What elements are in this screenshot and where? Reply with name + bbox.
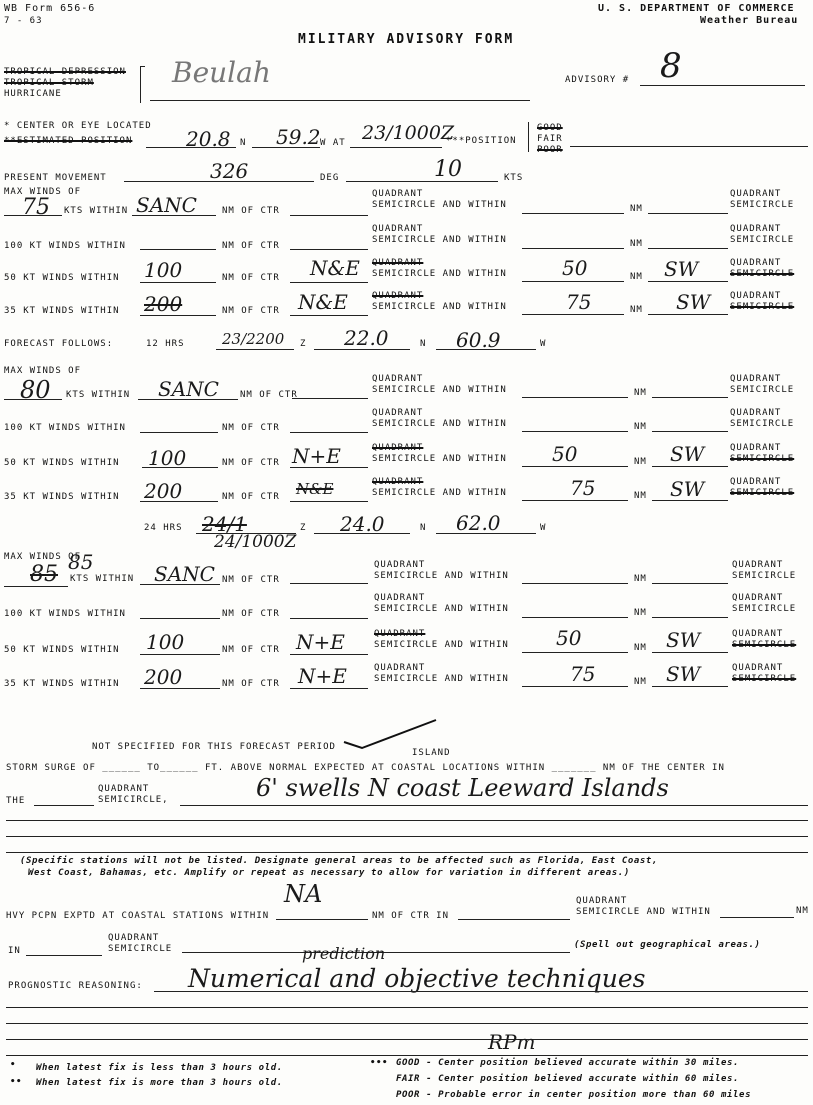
fc24-kt35-quad2-line: [652, 686, 728, 687]
w-at-label: W AT: [320, 138, 346, 148]
tropical-storm-option: TROPICAL STORM: [4, 78, 94, 88]
semicircle-label: SEMICIRCLE: [730, 488, 795, 498]
quadrant-label: QUADRANT: [730, 477, 782, 487]
quadrant-label: QUADRANT: [730, 291, 782, 301]
quadrant-label: [374, 629, 425, 640]
nm-of-ctr-label: NM OF CTR: [222, 609, 280, 619]
nm-label: NM: [630, 239, 643, 249]
position-time: 23/1000Z: [362, 122, 455, 144]
fc24-lon-line: [436, 533, 536, 534]
nm-label: NM: [634, 422, 647, 432]
kt50-label: 50 KT WINDS WITHIN: [4, 273, 120, 283]
the-label: THE: [6, 796, 26, 806]
fair-option: FAIR: [537, 134, 563, 144]
semicircle-label: SEMICIRCLE: [732, 604, 797, 614]
reasoning-line-4: [6, 1039, 808, 1040]
quadrant-label: QUADRANT: [730, 258, 782, 268]
quadrant-label: QUADRANT: [374, 560, 426, 570]
fc24-time-struck: 24/1: [202, 512, 247, 536]
accuracy-bracket: [528, 122, 533, 152]
quadrant-label: QUADRANT: [374, 663, 426, 673]
semicircle-within-label: SEMICIRCLE AND WITHIN: [372, 419, 507, 429]
footnote-poor: POOR - Probable error in center position more than 60 miles: [396, 1090, 752, 1100]
pcpn-within-line: [720, 917, 794, 918]
surge-remarks: 6' swells N coast Leeward Islands: [256, 774, 669, 802]
reasoning-line-2: [6, 1007, 808, 1008]
quad2-line: [648, 213, 728, 214]
nm-label: NM: [796, 906, 809, 916]
fc12-kt50-quad-line: [290, 467, 368, 468]
footnote-fair: FAIR - Center position believed accurate within 60 miles.: [396, 1074, 740, 1084]
current-max-nm: SANC: [136, 193, 197, 217]
semicircle-label: SEMICIRCLE,: [98, 795, 169, 805]
nm-label: NM: [634, 457, 647, 467]
storm-name: Beulah: [172, 56, 271, 89]
kt50-quad-line: [290, 282, 368, 283]
semicircle-within-label: SEMICIRCLE AND WITHIN: [372, 488, 507, 498]
quadrant-label: QUADRANT: [372, 224, 424, 234]
quadrant-label: QUADRANT: [108, 933, 160, 943]
fc12-kt50-nm-line: [142, 467, 218, 468]
fc24-kt100-nm-line: [140, 618, 220, 619]
current-kt50-nm2: 50: [562, 256, 588, 280]
semicircle-label: SEMICIRCLE: [730, 419, 795, 429]
island-label: ISLAND: [412, 748, 451, 758]
z-label: Z: [300, 339, 307, 349]
fc24-kt100-quad-line: [290, 618, 368, 619]
semicircle-label: SEMICIRCLE: [730, 385, 795, 395]
bureau-line: Weather Bureau: [700, 15, 799, 26]
latitude-line: [146, 147, 236, 148]
position-longitude: 59.2: [276, 125, 321, 149]
forecaster-initials: RPm: [488, 1030, 536, 1054]
quadrant-label: QUADRANT: [372, 477, 424, 487]
movement-knots: 10: [434, 157, 462, 182]
degrees-line: [124, 181, 314, 182]
fc12-time-line: [216, 349, 294, 350]
fc24-kt50-quadrant: N+E: [296, 630, 345, 654]
w-label: W: [540, 339, 547, 349]
current-kt35-nm2: 75: [566, 290, 592, 314]
note-line2: West Coast, Bahamas, etc. Amplify or repeat as necessary to allow for variation in different areas.): [28, 868, 630, 878]
quadrant-label: QUADRANT: [732, 663, 784, 673]
advisory-label: ADVISORY #: [565, 75, 630, 85]
semicircle-label: SEMICIRCLE: [732, 674, 797, 684]
fc12-max-kts-line: [4, 399, 62, 400]
kts-within-label: KTS WITHIN: [70, 574, 135, 584]
quadrant-label: QUADRANT: [730, 189, 782, 199]
pcpn-quadrant-line: [458, 919, 570, 920]
quadrant-label-text: QUADRANT: [374, 629, 426, 639]
storm-surge-line: STORM SURGE OF ______ TO______ FT. ABOVE NORMAL EXPECTED AT COASTAL LOCATIONS WITHIN _______ NM OF THE CENTER IN: [6, 763, 725, 773]
nm-of-ctr-label: NM OF CTR: [222, 575, 280, 585]
semicircle-within-label: SEMICIRCLE AND WITHIN: [374, 571, 509, 581]
department-line: U. S. DEPARTMENT OF COMMERCE: [598, 3, 795, 14]
pcpn-value: NA: [284, 880, 323, 908]
fc24-kt35-nm-line: [140, 688, 220, 689]
position-label: ***POSITION: [446, 136, 517, 146]
tropical-depression-option: TROPICAL DEPRESSION: [4, 67, 126, 77]
prognostic-reasoning-label: PROGNOSTIC REASONING:: [8, 981, 143, 991]
reasoning-line-1: [154, 991, 808, 992]
semicircle-within-label: SEMICIRCLE AND WITHIN: [372, 235, 507, 245]
kts-within-label: KTS WITHIN: [66, 390, 131, 400]
forecast-follows-label: FORECAST FOLLOWS:: [4, 339, 114, 349]
semicircle-within-label: SEMICIRCLE AND WITHIN: [372, 269, 507, 279]
fc12-longitude: 60.9: [456, 328, 501, 352]
fc24-kt100-within-line: [522, 617, 628, 618]
nm-of-ctr-label: NM OF CTR: [222, 273, 280, 283]
in-label: IN: [8, 946, 21, 956]
quadrant-label: QUADRANT: [732, 560, 784, 570]
kt35-within-line: [522, 314, 624, 315]
fc24-max-kts-struck: [30, 562, 58, 587]
surge-remarks-line: [180, 805, 808, 806]
fc24-within-line: [522, 583, 628, 584]
semicircle-label: SEMICIRCLE: [732, 640, 797, 650]
within-line: [522, 213, 624, 214]
semicircle-label: SEMICIRCLE: [732, 571, 797, 581]
semicircle-label: SEMICIRCLE: [730, 200, 795, 210]
fc24-max-kts-line: [4, 586, 68, 587]
fc12-quad2-line: [652, 397, 728, 398]
fc24-quad2-line: [652, 583, 728, 584]
max-nm-line: [132, 215, 216, 216]
fc24-kt35-within-line: [522, 686, 628, 687]
w-label: W: [540, 523, 547, 533]
note-line1: (Specific stations will not be listed. Designate general areas to be affected such as Florida, East Coast,: [20, 856, 658, 866]
quadrant-label: QUADRANT: [372, 408, 424, 418]
form-title: MILITARY ADVISORY FORM: [298, 32, 515, 47]
n-label: N: [420, 339, 427, 349]
fc12-kt35-quadrant2: SW: [670, 477, 705, 501]
semicircle-within-label: SEMICIRCLE AND WITHIN: [372, 200, 507, 210]
fc24-kt50-within-line: [522, 652, 628, 653]
quadrant-label: QUADRANT: [732, 629, 784, 639]
fc12-latitude: 22.0: [344, 326, 389, 350]
movement-degrees: 326: [210, 159, 249, 183]
fc12-kt35-nm-line: [140, 501, 218, 502]
nm-label: NM: [634, 574, 647, 584]
spell-out-note: (Spell out geographical areas.): [574, 940, 761, 950]
fc12-kt35-quad2-line: [652, 500, 728, 501]
reasoning-line-5: [6, 1055, 808, 1056]
kt100-label: 100 KT WINDS WITHIN: [4, 609, 126, 619]
knots-line: [346, 181, 498, 182]
kt35-nm-line: [140, 315, 216, 316]
semicircle-label: SEMICIRCLE: [730, 302, 795, 312]
semicircle-within-label: SEMICIRCLE AND WITHIN: [374, 604, 509, 614]
pcpn-nm-line: [276, 919, 368, 920]
kt100-quad-line: [290, 249, 368, 250]
n-label: N: [420, 523, 427, 533]
reasoning-text: Numerical and objective techniques: [188, 964, 646, 993]
deg-label: DEG: [320, 173, 340, 183]
kt100-within-line: [522, 248, 624, 249]
hrs12-label: 12 HRS: [146, 339, 185, 349]
triple-asterisk: •••: [370, 1058, 389, 1068]
nm-label: NM: [630, 204, 643, 214]
nm-label: NM: [634, 677, 647, 687]
quadrant-label: QUADRANT: [730, 224, 782, 234]
nm-of-ctr-label: NM OF CTR: [222, 423, 280, 433]
remarks-line-4: [6, 852, 808, 853]
nm-of-ctr-label: NM OF CTR: [222, 241, 280, 251]
max-winds-label: MAX WINDS OF: [4, 187, 82, 197]
n-label: N: [240, 138, 247, 148]
kts-within-label: KTS WITHIN: [64, 206, 129, 216]
current-kt35-nm: 200: [144, 292, 183, 316]
reasoning-insert: prediction: [302, 944, 386, 963]
quadrant-label: QUADRANT: [730, 443, 782, 453]
nm-of-ctr-label: NM OF CTR: [240, 390, 298, 400]
good-option: GOOD: [537, 123, 563, 133]
poor-option: POOR: [537, 145, 563, 155]
current-kt50-quadrant2: SW: [664, 257, 699, 281]
kt50-label: 50 KT WINDS WITHIN: [4, 645, 120, 655]
fc12-kt50-quadrant2: SW: [670, 442, 705, 466]
estimated-position-label: **ESTIMATED POSITION: [4, 136, 133, 146]
fc12-lon-line: [436, 349, 536, 350]
longitude-line: [252, 147, 320, 148]
quadrant-label: QUADRANT: [372, 258, 424, 268]
current-kt50-nm: 100: [144, 258, 183, 282]
max-winds-label: MAX WINDS OF: [4, 366, 82, 376]
fc12-kt50-nm2: 50: [552, 442, 578, 466]
nm-label: NM: [634, 491, 647, 501]
form-date: 7 - 63: [4, 16, 43, 26]
form-number: WB Form 656-6: [4, 3, 96, 14]
semicircle-within-label: SEMICIRCLE AND WITHIN: [372, 454, 507, 464]
fc12-kt35-quadrant: N&E: [296, 480, 334, 498]
pcpn-label: HVY PCPN EXPTD AT COASTAL STATIONS WITHIN: [6, 911, 270, 921]
kt100-label: 100 KT WINDS WITHIN: [4, 241, 126, 251]
semicircle-within-label: SEMICIRCLE AND WITHIN: [372, 385, 507, 395]
fc24-quad-line: [290, 583, 368, 584]
semicircle-within-label: SEMICIRCLE AND WITHIN: [374, 674, 509, 684]
nm-of-ctr-in-label: NM OF CTR IN: [372, 911, 450, 921]
z-label: Z: [300, 523, 307, 533]
current-kt50-quadrant: N&E: [310, 256, 360, 280]
semicircle-label: SEMICIRCLE: [108, 944, 173, 954]
semicircle-within-label: SEMICIRCLE AND WITHIN: [372, 302, 507, 312]
quadrant-label: QUADRANT: [732, 593, 784, 603]
fc24-kt50-nm-line: [140, 654, 220, 655]
kt100-nm-line: [140, 249, 216, 250]
fc12-kt35-within-line: [522, 500, 628, 501]
not-specified-label: NOT SPECIFIED FOR THIS FORECAST PERIOD: [92, 742, 336, 752]
fc24-latitude: 24.0: [340, 512, 385, 536]
nm-label: NM: [630, 272, 643, 282]
semicircle-label: SEMICIRCLE: [730, 235, 795, 245]
fc12-kt50-quadrant: N+E: [292, 444, 341, 468]
double-asterisk: ••: [10, 1077, 23, 1087]
nm-of-ctr-label: NM OF CTR: [222, 458, 280, 468]
footnote-1: When latest fix is less than 3 hours old.: [36, 1063, 283, 1073]
footnote-2: When latest fix is more than 3 hours old.: [36, 1078, 283, 1088]
kt35-quad2-line: [648, 314, 728, 315]
fc12-max-nm: SANC: [158, 377, 219, 401]
quadrant-label: QUADRANT: [730, 408, 782, 418]
center-located-label: * CENTER OR EYE LOCATED: [4, 121, 152, 131]
kts-label: KTS: [504, 173, 524, 183]
footnote-good: GOOD - Center position believed accurate within 30 miles.: [396, 1058, 740, 1068]
fc24-kt50-quadrant2: SW: [666, 628, 701, 652]
quadrant-label: QUADRANT: [372, 443, 424, 453]
fc12-kt100-nm-line: [140, 432, 218, 433]
fc12-kt50-within-line: [522, 466, 628, 467]
hurricane-option: HURRICANE: [4, 89, 62, 99]
fc24-kt50-nm: 100: [146, 630, 185, 654]
fc24-lat-line: [314, 533, 410, 534]
advisory-number: 8: [660, 46, 682, 86]
fc24-max-kts-struck-text: 85: [30, 562, 58, 587]
time-line: [350, 147, 442, 148]
surge-quadrant-line: [34, 805, 94, 806]
fc12-max-kts: 80: [20, 376, 51, 404]
fc24-time: 24/1000Z: [214, 532, 297, 552]
fc24-kt35-nm2: 75: [570, 662, 596, 686]
fc12-kt35-nm2: 75: [570, 476, 596, 500]
position-line: [570, 146, 808, 147]
nm-label: NM: [630, 305, 643, 315]
fc12-quad-line: [292, 398, 368, 399]
kt100-quad2-line: [648, 248, 728, 249]
kt35-label: 35 KT WINDS WITHIN: [4, 306, 120, 316]
kt50-within-line: [522, 281, 624, 282]
semicircle-label: SEMICIRCLE: [730, 269, 795, 279]
storm-name-line: [150, 100, 530, 101]
fc24-max-nm: SANC: [154, 562, 215, 586]
remarks-line-2: [6, 820, 808, 821]
kt35-label: 35 KT WINDS WITHIN: [4, 679, 120, 689]
quadrant-label: QUADRANT: [576, 896, 628, 906]
quadrant-label: QUADRANT: [372, 189, 424, 199]
fc12-lat-line: [314, 349, 410, 350]
quadrant-label: QUADRANT: [374, 593, 426, 603]
quadrant-label: QUADRANT: [372, 374, 424, 384]
nm-of-ctr-label: NM OF CTR: [222, 645, 280, 655]
current-kt35-quadrant2: SW: [676, 290, 711, 314]
present-movement-label: PRESENT MOVEMENT: [4, 173, 107, 183]
nm-of-ctr-label: NM OF CTR: [222, 492, 280, 502]
fc24-kt50-nm2: 50: [556, 626, 582, 650]
fc24-kt35-quadrant: N+E: [298, 664, 347, 688]
single-asterisk: •: [10, 1060, 17, 1070]
storm-type-bracket: [140, 66, 145, 103]
fc12-kt50-quad2-line: [652, 466, 728, 467]
fc24-kt50-quad2-line: [652, 652, 728, 653]
max-winds-label: MAX WINDS OF: [4, 552, 82, 562]
fc24-max-kts: 85: [68, 550, 94, 574]
kt50-quad2-line: [648, 281, 728, 282]
nm-label: NM: [634, 388, 647, 398]
remarks-line-3: [6, 836, 808, 837]
nm-label: NM: [634, 608, 647, 618]
fc12-kt100-within-line: [522, 431, 628, 432]
nm-of-ctr-label: NM OF CTR: [222, 679, 280, 689]
kt50-label: 50 KT WINDS WITHIN: [4, 458, 120, 468]
current-kt35-quadrant: N&E: [298, 290, 348, 314]
fc24-kt35-quadrant2: SW: [666, 662, 701, 686]
quadrant-label: QUADRANT: [372, 291, 424, 301]
reasoning-line-3: [6, 1023, 808, 1024]
fc24-kt100-quad2-line: [652, 617, 728, 618]
kt35-label: 35 KT WINDS WITHIN: [4, 492, 120, 502]
hrs24-label: 24 HRS: [144, 523, 183, 533]
semicircle-label: SEMICIRCLE: [730, 454, 795, 464]
fc12-kt100-quad2-line: [652, 431, 728, 432]
semicircle-within-label: SEMICIRCLE AND WITHIN: [374, 640, 509, 650]
fc12-kt50-nm: 100: [148, 446, 187, 470]
fc24-longitude: 62.0: [456, 511, 501, 535]
nm-of-ctr-label: NM OF CTR: [222, 206, 280, 216]
nm-label: NM: [634, 643, 647, 653]
fc24-kt50-quad-line: [290, 654, 368, 655]
pcpn-in-line: [26, 955, 102, 956]
fc12-kt35-quad-line: [290, 501, 368, 502]
kt100-label: 100 KT WINDS WITHIN: [4, 423, 126, 433]
quadrant-label: QUADRANT: [730, 374, 782, 384]
position-latitude: 20.8: [186, 127, 231, 151]
fc12-kt35-nm: 200: [144, 479, 183, 503]
kt50-nm-line: [140, 282, 216, 283]
fc24-kt35-quad-line: [290, 688, 368, 689]
fc12-max-nm-line: [138, 399, 238, 400]
fc24-max-nm-line: [140, 584, 220, 585]
quadrant-label: QUADRANT: [98, 784, 150, 794]
nm-of-ctr-label: NM OF CTR: [222, 306, 280, 316]
fc12-kt100-quad-line: [290, 432, 368, 433]
quad-line: [290, 215, 368, 216]
semicircle-within-label: SEMICIRCLE AND WITHIN: [576, 907, 711, 917]
current-max-kts: 75: [22, 195, 50, 220]
kt35-quad-line: [290, 315, 368, 316]
max-kts-line: [4, 215, 62, 216]
checkmark-icon: [340, 716, 440, 750]
advisory-line: [640, 85, 805, 86]
fc12-time: 23/2200: [222, 330, 285, 348]
fc12-within-line: [522, 397, 628, 398]
fc24-kt35-nm: 200: [144, 665, 183, 689]
